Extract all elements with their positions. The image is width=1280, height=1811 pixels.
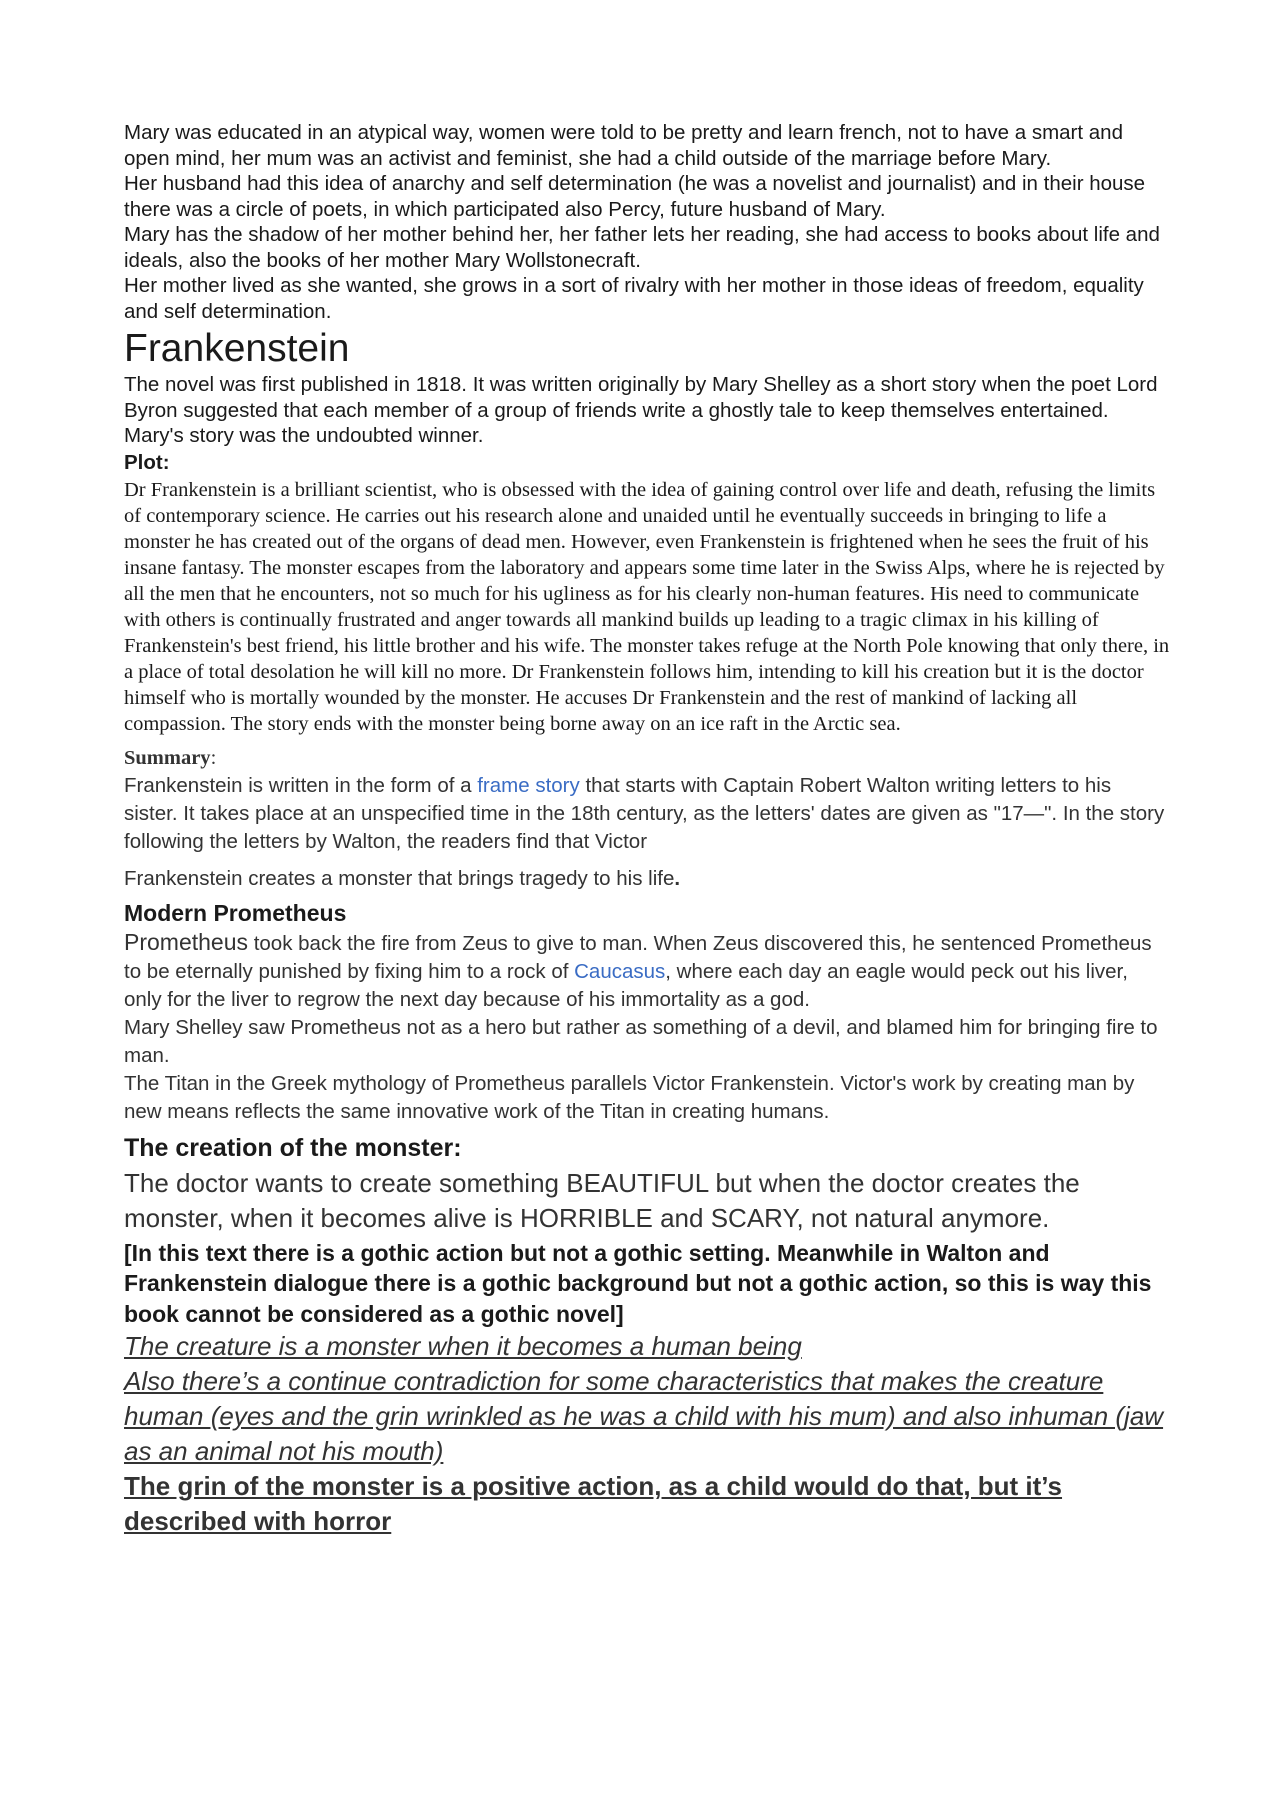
contradiction-note: Also there’s a continue contradiction for some characteristics that makes the creature human (eyes and the grin wrinkled as he was a child with his mum) and also inhuman (jaw as an animal not his mouth) [124, 1366, 1164, 1466]
summary-heading [124, 744, 1170, 772]
summary-text: Frankenstein is written in the form of a [124, 773, 478, 797]
prometheus-paragraph: The Titan in the Greek mythology of Prometheus parallels Victor Frankenstein. Victor's work by creating man by new means reflects the same innovative work of the Titan in creating humans. [124, 1071, 1135, 1123]
prometheus-text: took back the fire from Zeus to give to man. When Zeus discovered this, he sentenced Prometheus to be eternally punished by fixing him to a rock of [124, 931, 1152, 983]
prometheus-first-word: Prometheus [124, 928, 249, 955]
page-title: Frankenstein [124, 327, 350, 370]
intro-section [124, 120, 1170, 324]
frame-story-link[interactable]: frame story [477, 773, 580, 797]
intro-paragraph: Mary has the shadow of her mother behind her, her father lets her reading, she had access to books about life and ideals, also the books of her mother Mary Wollstonecraft. [124, 223, 1160, 272]
creation-paragraph: The doctor wants to create something BEAUTIFUL but when the doctor creates the monster, when it becomes alive is HORRIBLE and SCARY, not natural anymore. [124, 1167, 1080, 1233]
summary-last-line [124, 865, 1170, 893]
novel-intro-paragraph: The novel was first published in 1818. It was written originally by Mary Shelley as a short story when the poet Lord Byron suggested that each member of a group of friends write a ghostly tale to keep themselves entertained. Mary's story was the undoubted winner. [124, 373, 1158, 447]
document-page [124, 120, 1170, 1539]
plot-paragraph: Dr Frankenstein is a brilliant scientist, who is obsessed with the idea of gaining control over life and death, refusing the limits of contemporary science. He carries out his research alone and unaided until he eventually succeeds in bringing to life a monster he has created out of the organs of dead men. However, even Frankenstein is frightened when he sees the fruit of his insane fantasy. The monster escapes from the laboratory and appears some time later in the Swiss Alps, where he is rejected by all the men that he encounters, not so much for his ugliness as for his clearly non-human features. His need to communicate with others is continually frustrated and anger towards all mankind builds up leading to a tragic climax in his killing of Frankenstein's best friend, his little brother and his wife. The monster takes refuge at the North Pole knowing that only there, in a place of total desolation he will kill no more. Dr Frankenstein follows him, intending to kill his creation but it is the doctor himself who is mortally wounded by the monster. He accuses Dr Frankenstein and the rest of mankind of lacking all compassion. The story ends with the monster being borne away on an ice raft in the Arctic sea. [124, 478, 1170, 735]
creation-heading: The creation of the monster: [124, 1133, 462, 1162]
prometheus-heading: Modern Prometheus [124, 899, 347, 926]
summary-paragraph [124, 772, 1170, 856]
prometheus-paragraph [124, 928, 1170, 1014]
summary-section [124, 744, 1170, 893]
gothic-note: [In this text there is a gothic action but not a gothic setting. Meanwhile in Walton and Frankenstein dialogue there is a gothic background but not a gothic action, so this is way this book cannot be considered as a gothic novel] [124, 1239, 1152, 1327]
prometheus-text: , where each day an eagle would peck out his liver, only for the liver to regrow the next day because of his immortality as a god. [124, 959, 1128, 1011]
creature-note: The creature is a monster when it becomes a human being [124, 1331, 802, 1361]
summary-text: Frankenstein creates a monster that brings tragedy to his life [124, 866, 675, 890]
caucasus-link[interactable]: Caucasus [574, 959, 666, 983]
plot-label: Plot: [124, 450, 170, 474]
summary-period: . [674, 866, 681, 890]
prometheus-section [124, 928, 1170, 1126]
intro-paragraph: Mary was educated in an atypical way, women were told to be pretty and learn french, not to have a smart and open mind, her mum was an activist and feminist, she had a child outside of the marriage before Mary. [124, 121, 1123, 170]
intro-paragraph: Her husband had this idea of anarchy and self determination (he was a novelist and journalist) and in their house there was a circle of poets, in which participated also Percy, future husband of Mary. [124, 172, 1146, 221]
prometheus-paragraph: Mary Shelley saw Prometheus not as a hero but rather as something of a devil, and blamed him for bringing fire to man. [124, 1015, 1158, 1067]
summary-text: that starts with Captain Robert Walton writing letters to his sister. It takes place at an unspecified time in the 18th century, as the letters' dates are given as "17—". In the story following the letters by Walton, the readers find that Victor [124, 773, 1165, 853]
summary-colon: : [210, 746, 217, 769]
grin-note: The grin of the monster is a positive action, as a child would do that, but it’s described with horror [124, 1471, 1063, 1536]
summary-label: Summary [124, 746, 211, 769]
intro-paragraph: Her mother lived as she wanted, she grows in a sort of rivalry with her mother in those ideas of freedom, equality and self determination. [124, 274, 1144, 323]
